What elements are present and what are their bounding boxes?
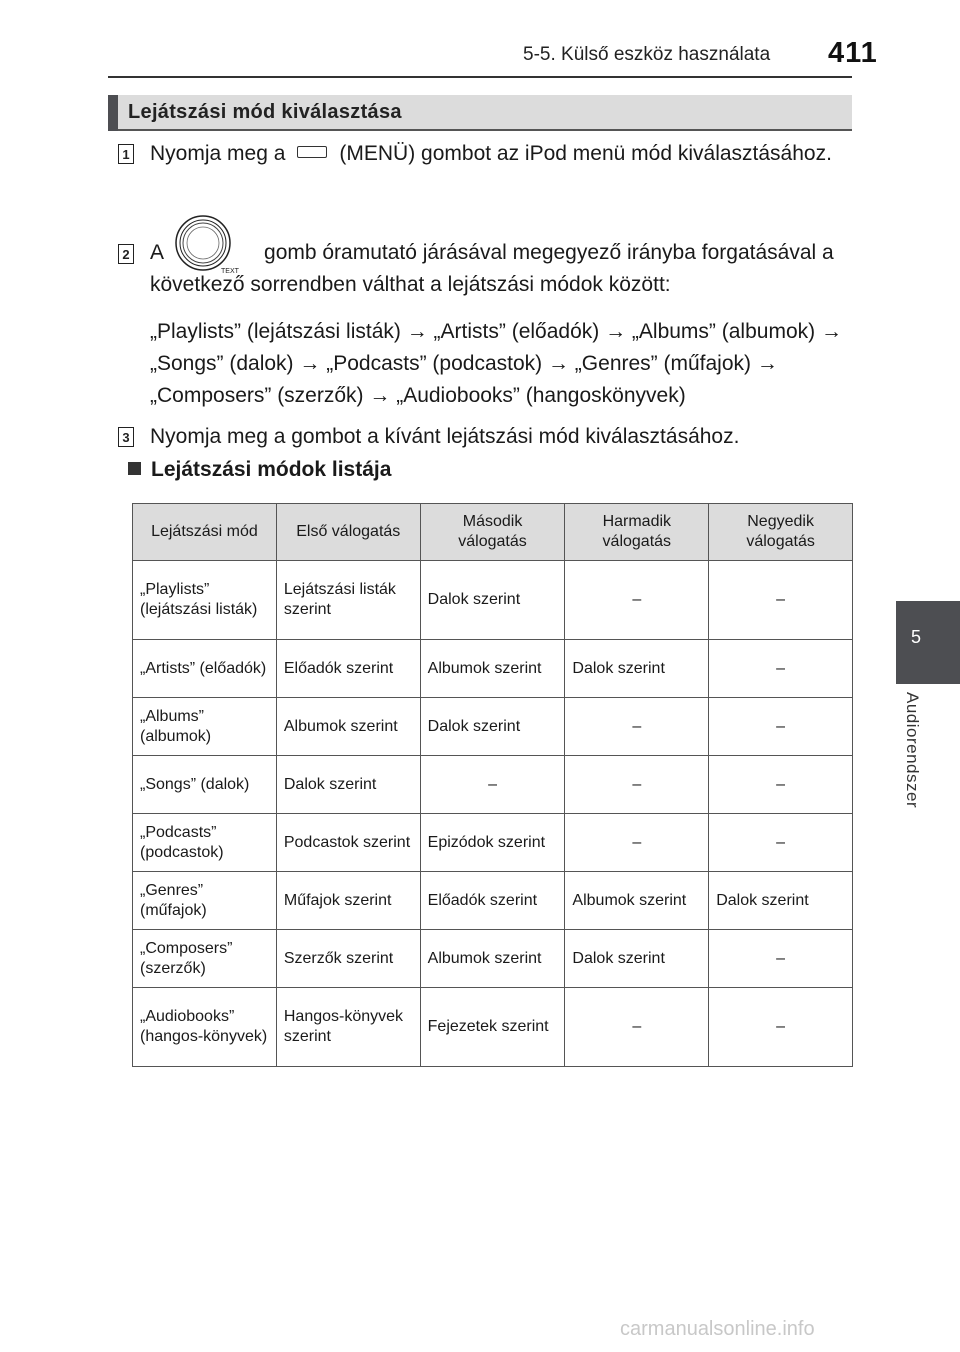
knob-label: TEXT xyxy=(221,268,239,275)
list-title-text: Lejátszási módok listája xyxy=(151,458,392,481)
table-row xyxy=(133,872,853,930)
selection-cell: Dalok szerint xyxy=(276,756,420,814)
list-title xyxy=(128,458,391,482)
running-header: 5-5. Külső eszköz használata xyxy=(523,44,771,65)
table-row xyxy=(133,561,853,640)
selection-cell: – xyxy=(709,561,853,640)
section-heading-bar xyxy=(108,95,118,131)
table-header-cell: Harmadik válogatás xyxy=(565,504,709,561)
selection-cell: – xyxy=(709,756,853,814)
table-row xyxy=(133,814,853,872)
table-row xyxy=(133,930,853,988)
selection-cell: Műfajok szerint xyxy=(276,872,420,930)
table-header-cell: Negyedik válogatás xyxy=(709,504,853,561)
menu-button-icon xyxy=(297,146,327,158)
selection-cell: – xyxy=(565,756,709,814)
step-number-2: 2 xyxy=(118,244,134,264)
selection-cell: Albumok szerint xyxy=(420,930,565,988)
selection-cell: – xyxy=(709,988,853,1067)
step-3-text: Nyomja meg a gombot a kívánt lejátszási mód kiválasztásához. xyxy=(150,425,740,448)
selection-cell: – xyxy=(565,988,709,1067)
selection-cell: – xyxy=(565,814,709,872)
mode-name-cell: „Songs” (dalok) xyxy=(133,756,277,814)
chapter-label: Audiorendszer xyxy=(903,692,922,809)
step-2-text-before: A xyxy=(150,241,165,264)
table-row xyxy=(133,698,853,756)
step-1-text xyxy=(150,138,854,170)
mode-name-cell: „Playlists” (lejátszási listák) xyxy=(133,561,277,640)
table-row xyxy=(133,756,853,814)
step-2-text-after: gomb óramutató járásával megegyező irányba forgatásával a következő sorrendben válthat a lejátszási módok között: xyxy=(150,241,834,296)
step-number-3: 3 xyxy=(118,427,134,447)
selection-cell: Fejezetek szerint xyxy=(420,988,565,1067)
bullet-square-icon xyxy=(128,462,141,475)
selection-cell: Előadók szerint xyxy=(420,872,565,930)
section-title: Lejátszási mód kiválasztása xyxy=(128,101,402,123)
page-number: 411 xyxy=(828,37,878,69)
chapter-number: 5 xyxy=(910,627,921,647)
selection-cell: Lejátszási listák szerint xyxy=(276,561,420,640)
table-header-cell: Lejátszási mód xyxy=(133,504,277,561)
mode-name-cell: „Audiobooks” (hangos-könyvek) xyxy=(133,988,277,1067)
selection-cell: – xyxy=(709,814,853,872)
selection-cell: Szerzők szerint xyxy=(276,930,420,988)
selection-cell: Dalok szerint xyxy=(565,640,709,698)
table-row xyxy=(133,640,853,698)
step-2-text xyxy=(150,237,854,301)
selection-cell: – xyxy=(709,640,853,698)
selection-cell: – xyxy=(709,930,853,988)
step-1-text-after: (MENÜ) gombot az iPod menü mód kiválasztásához. xyxy=(339,142,832,165)
mode-name-cell: „Artists” (előadók) xyxy=(133,640,277,698)
step-1-text-before: Nyomja meg a xyxy=(150,142,286,165)
table-header-row xyxy=(133,504,853,561)
mode-name-cell: „Albums” (albumok) xyxy=(133,698,277,756)
selection-cell: Albumok szerint xyxy=(276,698,420,756)
selection-cell: – xyxy=(709,698,853,756)
mode-name-cell: „Genres” (műfajok) xyxy=(133,872,277,930)
selection-cell: – xyxy=(565,561,709,640)
table-header-cell: Első válogatás xyxy=(276,504,420,561)
tune-knob-icon xyxy=(175,215,239,275)
mode-name-cell: „Composers” (szerzők) xyxy=(133,930,277,988)
step-number-1: 1 xyxy=(118,144,134,164)
selection-cell: Podcastok szerint xyxy=(276,814,420,872)
selection-cell: Dalok szerint xyxy=(565,930,709,988)
playback-modes-table xyxy=(132,503,853,1067)
selection-cell: Albumok szerint xyxy=(565,872,709,930)
selection-cell: Hangos-könyvek szerint xyxy=(276,988,420,1067)
selection-cell: – xyxy=(420,756,565,814)
table-row xyxy=(133,988,853,1067)
mode-name-cell: „Podcasts” (podcastok) xyxy=(133,814,277,872)
selection-cell: – xyxy=(565,698,709,756)
selection-cell: Dalok szerint xyxy=(420,698,565,756)
selection-cell: Dalok szerint xyxy=(709,872,853,930)
selection-cell: Epizódok szerint xyxy=(420,814,565,872)
header-rule xyxy=(108,76,852,78)
selection-cell: Előadók szerint xyxy=(276,640,420,698)
mode-sequence: „Playlists” (lejátszási listák) → „Artists” (előadók) → „Albums” (albumok) → „Songs” (dalok) → „Podcasts” (podcastok) → „Genres” (műfajok) → „Composers” (szerzők) → „Audiobooks” (hangoskönyvek) xyxy=(150,320,842,407)
table-header-cell: Második válogatás xyxy=(420,504,565,561)
section-heading xyxy=(108,95,852,131)
selection-cell: Albumok szerint xyxy=(420,640,565,698)
watermark: carmanualsonline.info xyxy=(620,1318,815,1340)
selection-cell: Dalok szerint xyxy=(420,561,565,640)
